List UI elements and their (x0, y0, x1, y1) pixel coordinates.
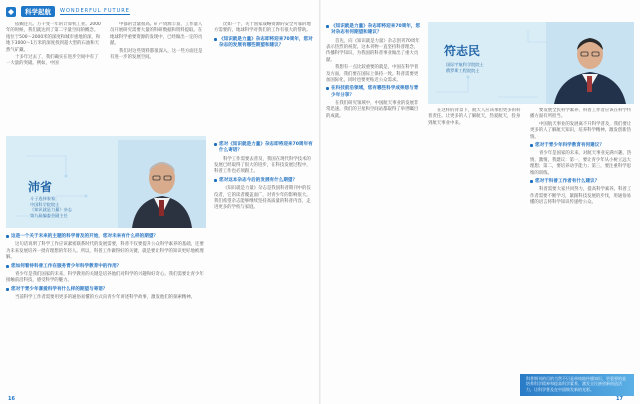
question-heading: 《知识就是力量》杂志即将迎来70周年，您对杂志的发展有哪些期望和建议？ (214, 37, 314, 50)
paragraph: 中国航天事业的发展离不开科学普及，我们要让更多的人了解航天知识，培养科学精神，激发创新热情。 (530, 121, 632, 140)
paragraph: 在这样的背景下，航天人应该承担更多的科普责任。让更多的人了解航天，热爱航天，投身到航天事业中来。 (428, 108, 521, 126)
paragraph: 首先，向《知识就是力量》杂志创刊70周年表示热烈的祝贺。这本刊物一直坚持科普理念，传播科学知识，为我国的科普事业做出了重大贡献。 (326, 38, 420, 63)
section-badge: 科学起航 (21, 6, 55, 17)
paragraph: 科普需要大家共同努力，提高科学素养。科普工作者需要不断学习，紧跟科技发展的步伐，用通俗易懂的语言将科学知识传递给公众。 (530, 187, 632, 206)
paragraph: 青少年是我们国家的未来，科学教育的关键是培养他们对科学的兴趣和好奇心。我们需要让青少年接触前沿科技，感受科学的魅力。 (6, 271, 204, 284)
role-line: 《知识就是力量》杂志 (30, 207, 72, 213)
paragraph: 科学工作需要去普及，我国在现代科学技术的发展已经取得了很大的进步，在科技发展过程中，科普工作也必须跟上。 (214, 156, 311, 175)
left-col3-lower (214, 140, 314, 392)
question-heading: 您对这本杂志今后的发展有什么期望？ (214, 178, 314, 184)
left-col1-top (6, 22, 102, 142)
role-line: 国际宇航科学院院士 (446, 62, 484, 67)
left-col2-top (110, 22, 206, 142)
interviewee-name: 符志民 (444, 44, 481, 58)
role-line: 第九届编委会副主任 (30, 212, 68, 218)
left-page-number: 16 (8, 396, 15, 402)
section-header (6, 6, 130, 17)
paragraph: 依赖还几。万千变一年的计算机工业。2000年的时候，我们就达到了第二字量空间的概念。指位于500～2000米的深度和城市重地的深，和地下3000～1万米的深度找到超大型的石油和天然气矿藏。 (6, 22, 101, 53)
portrait-photo (546, 22, 634, 104)
paragraph: 当前科学工作者需要用更多的通俗易懂的方式向青少年讲述科学故事，激发他们的探索精神。 (15, 294, 196, 300)
page-gutter (319, 0, 321, 404)
interviewee-role (30, 196, 100, 218)
question-heading: 在科技前沿领域，您有哪些科学成果想与青少年分享？ (326, 86, 422, 99)
right-col1 (326, 22, 422, 222)
paragraph: 在我们研究领域中，中国航天事业的发展非常迅速。我们的卫星和空间站都取得了举世瞩目的成就。 (326, 101, 419, 119)
role-line: 中国科学院院士 (30, 201, 60, 207)
right-col3 (530, 108, 634, 372)
paragraph: 十多年过去了，我们确实在进步空间中有了一大量的突破。例如，中国 (6, 55, 99, 67)
question-heading: 这是一个关于未来的主题的科学普及的开始，您对未来有什么样的期望？ (6, 234, 206, 240)
role-line: 斗子选择家家 (30, 196, 56, 201)
paragraph: 《知识就是力量》杂志是我国科普期刊中的佼佼者，它的读者覆盖面广，对青少年的影响很大。我们希望杂志能够继续坚持高质量的科普内容，走进更多的学校与家庭。 (214, 186, 311, 211)
paragraph: 我们对这些资料都很深入，这一些方面还是有进一步的发展空间。 (110, 48, 203, 61)
paragraph: 要发展全民科学素养，科普工作者应该在科学传播方面有所担当。 (530, 108, 632, 120)
section-subtitle: WONDERFUL FUTURE (60, 8, 130, 14)
paragraph: 我想有一点比较重要的就是，中国在科学普及方面，我们要在国际上保持一致。科普需要更加国际化，同时也要更贴近公众需求。 (326, 65, 419, 84)
paragraph: 青少年是国家的未来。对航天事业充满兴趣、热情，激情。我建议：第一，要让青少年从小树立远大理想；第二，要培养动手能力；第三，要注重科学思维的训练。 (530, 151, 632, 176)
paragraph: 比如一个，关于国家战略资源的安全可靠的地方需要的，地球科学对我们的工作有很大的帮助。 (214, 22, 311, 34)
interviewee-name: 沛省 (28, 180, 53, 194)
question-heading: 您对于青少年喜爱科学有什么样的期望与寄语？ (6, 287, 206, 293)
left-lower-col1 (6, 232, 206, 400)
paragraph: 这句话说明了科学工作应该紧密联系时代的发展需要，科普不仅要提升公众科学素养的基础，还要为未来发展培养一批有理想的年轻人。所以，科普工作做得好的关键，就是要让科学的知识更好地被理解。 (6, 242, 204, 261)
question-heading: 您对于青少年科学教育有何建议？ (530, 143, 634, 149)
right-col2 (428, 108, 524, 372)
question-heading: 您对《知识就是力量》杂志即将迎来70周年有什么寄语？ (214, 142, 314, 155)
question-heading: 您对于科普工作者有什么建议？ (530, 179, 634, 185)
paragraph: 中都的含量很高。矿产资源丰富，工作量人员开展研究需要大量的科研数据和资料提取。在地球科学重要资源的发现中，已经做出一定的贡献。 (110, 22, 203, 47)
question-heading: 您如何看待科普工作在服务青少年科学教育中的作用？ (6, 264, 206, 270)
bottom-quote-banner: 科普期刊的目的当然不只是单纯地传播知识，更重要的是培养科学精神和提高科学素养，激发全民族创新创造活力，让科学普及在中国焕发新的光彩。 (520, 374, 634, 396)
interviewee-role (446, 62, 526, 73)
portrait-photo (118, 140, 206, 228)
right-page-number: 17 (616, 396, 623, 402)
section-logo-icon (6, 7, 16, 17)
left-col3-top (214, 22, 314, 134)
role-line: 俄罗斯工程院院士 (446, 67, 480, 73)
question-heading: 《知识就是力量》杂志即将迎来70周年，您对杂志有何期望和建议？ (326, 24, 422, 37)
